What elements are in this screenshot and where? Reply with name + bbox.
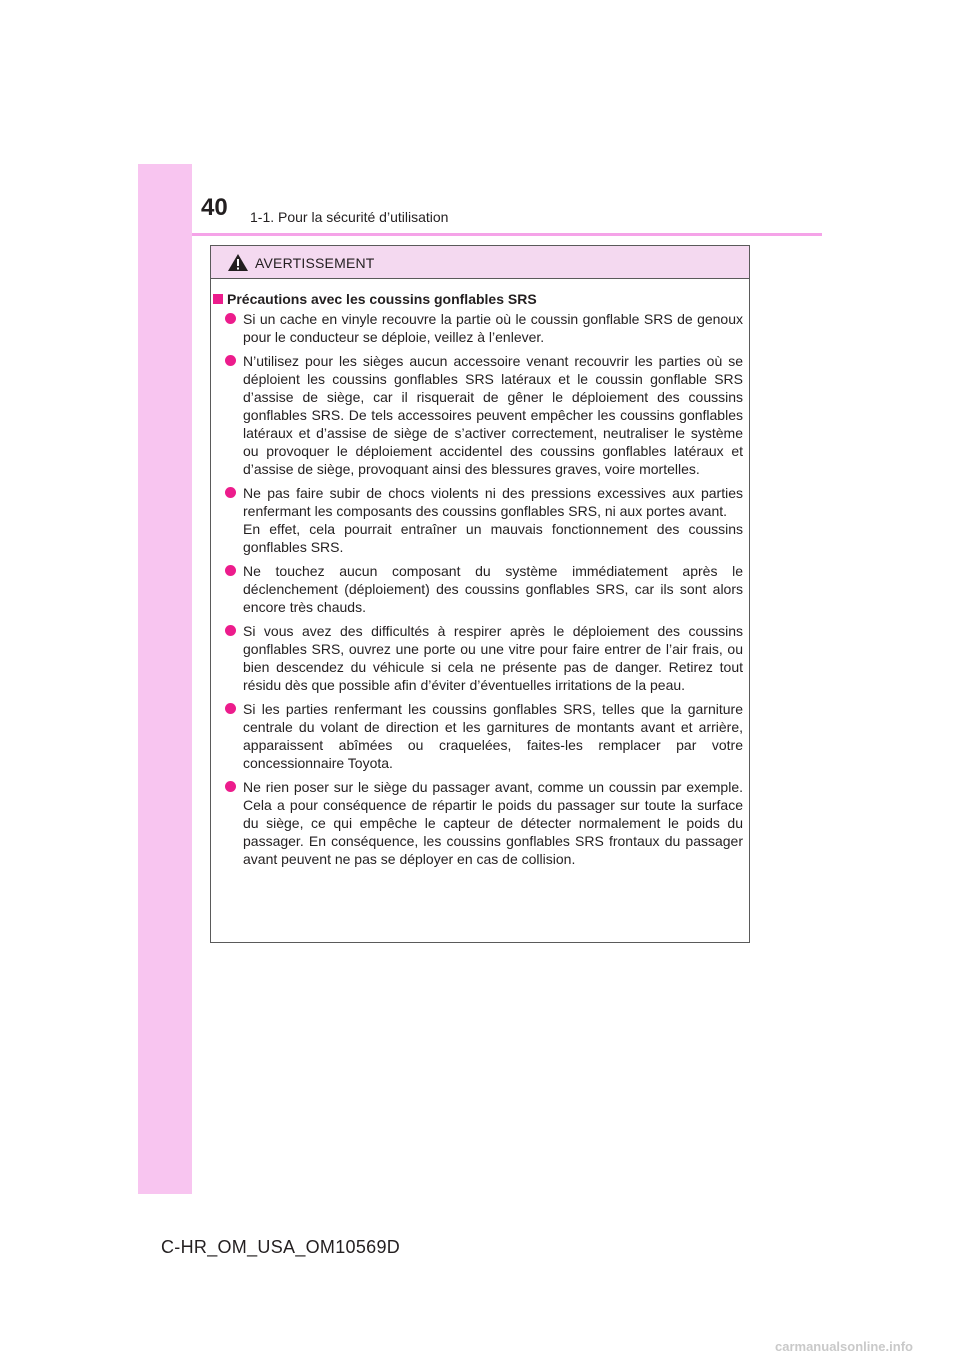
header-divider	[192, 233, 822, 236]
warning-header	[211, 246, 749, 279]
warning-item-text: Si un cache en vinyle recouvre la partie où le coussin gonflable SRS de genoux pour le conducteur se déploie, veillez à l’enlever.	[243, 311, 743, 345]
warning-triangle-icon	[227, 253, 249, 272]
document-code: C-HR_OM_USA_OM10569D	[161, 1237, 401, 1257]
round-bullet-icon	[225, 565, 236, 576]
warning-item	[223, 310, 743, 346]
warning-item	[223, 562, 743, 616]
warning-heading-text: Précautions avec les coussins gonflables SRS	[227, 291, 537, 307]
warning-item	[223, 484, 743, 556]
warning-item-text: Ne rien poser sur le siège du passager avant, comme un coussin par exemple. Cela a pour conséquence de répartir le poids du passager sur toute la surface du siège, ce qui empêche le capteur de détecter normalement le poids du passager. En conséquence, les coussins gonflables SRS frontaux du passager avant peuvent ne pas se déployer en cas de collision.	[243, 779, 743, 867]
round-bullet-icon	[225, 703, 236, 714]
round-bullet-icon	[225, 355, 236, 366]
warning-item	[223, 700, 743, 772]
section-title: 1-1. Pour la sécurité d’utilisation	[250, 209, 449, 225]
warning-item-text: N’utilisez pour les sièges aucun accessoire venant recouvrir les parties où se déploient les coussins gonflables SRS latéraux et le coussin gonflable SRS d’assise de siège, car il risquerait de gêner le déploiement des coussins gonflables SRS. De tels accessoires peuvent empêcher les coussins gonflables latéraux et d’assise de siège de s’activer correctement, neutraliser le système ou provoquer le déploiement accidentel des coussins gonflables latéraux et d’assise de siège, provoquant ainsi des blessures graves, voire mortelles.	[243, 353, 743, 477]
warning-item-text-continued: En effet, cela pourrait entraîner un mauvais fonctionnement des coussins gonflables SRS.	[243, 521, 743, 555]
warning-box	[210, 245, 750, 943]
round-bullet-icon	[225, 487, 236, 498]
warning-section-heading	[213, 290, 537, 308]
watermark: carmanualsonline.info	[775, 1339, 913, 1354]
round-bullet-icon	[225, 781, 236, 792]
warning-item-text: Si les parties renfermant les coussins gonflables SRS, telles que la garniture centrale du volant de direction et les garnitures de montants avant et arrière, apparaissent abîmées ou craquelées, faites-les remplacer par votre concessionnaire Toyota.	[243, 701, 743, 771]
warning-item	[223, 622, 743, 694]
warning-item-text: Ne touchez aucun composant du système immédiatement après le déclenchement (déploiement) des coussins gonflables SRS, car ils sont alors encore très chauds.	[243, 563, 743, 615]
warning-item	[223, 352, 743, 478]
pink-sidebar-tab	[138, 164, 192, 1194]
warning-item	[223, 778, 743, 868]
round-bullet-icon	[225, 625, 236, 636]
warning-item-text: Ne pas faire subir de chocs violents ni des pressions excessives aux parties renfermant les composants des coussins gonflables SRS, ni aux portes avant.	[243, 485, 743, 519]
warning-title: AVERTISSEMENT	[255, 255, 375, 271]
round-bullet-icon	[225, 313, 236, 324]
square-bullet-icon	[213, 294, 223, 304]
page-number: 40	[201, 194, 228, 221]
warning-items	[223, 310, 743, 874]
warning-item-text: Si vous avez des difficultés à respirer après le déploiement des coussins gonflables SRS, ouvrez une porte ou une vitre pour faire entrer de l’air frais, ou bien descendez du véhicule si cela ne présente pas de danger. Retirez tout résidu dès que possible afin d’éviter d’éventuelles irritations de la peau.	[243, 623, 743, 693]
